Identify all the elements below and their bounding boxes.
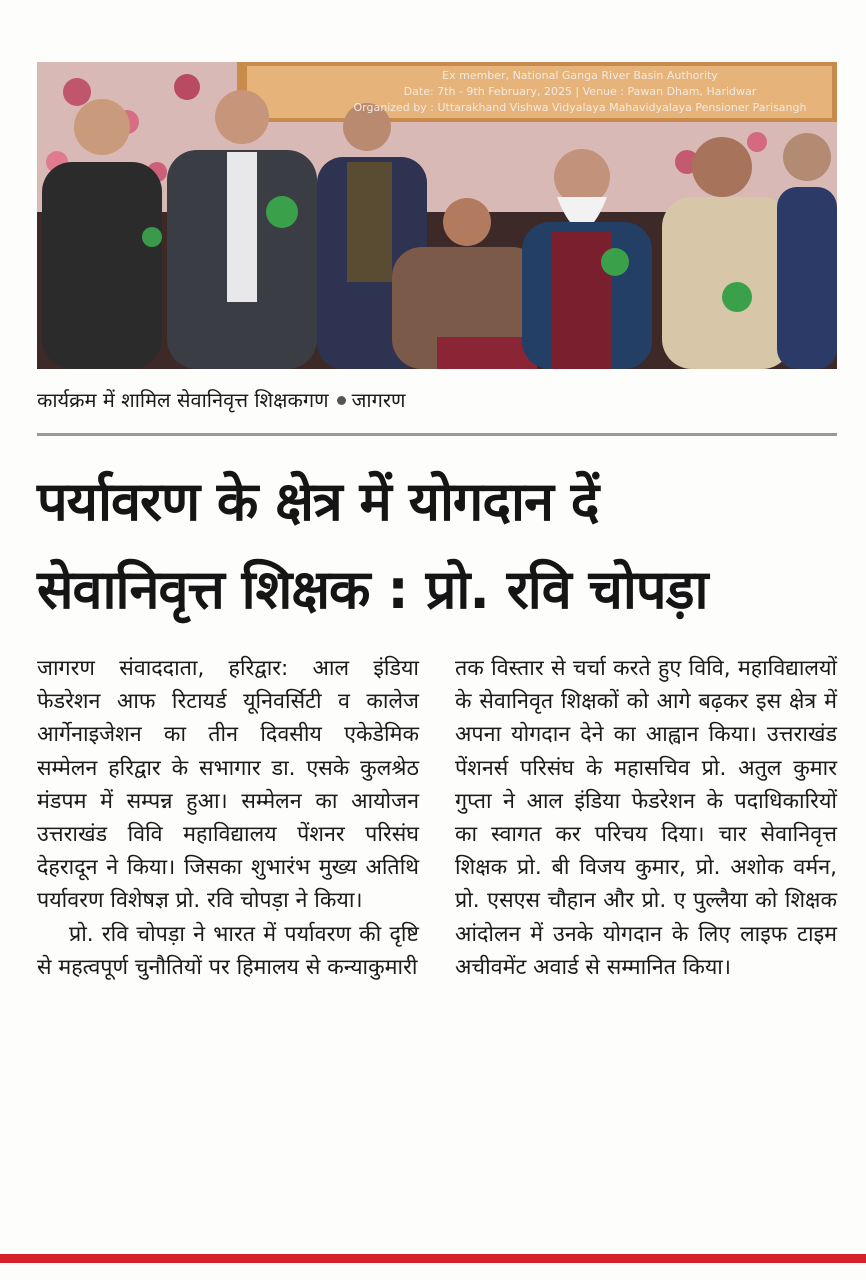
caption-credit: जागरण xyxy=(351,388,406,412)
caption-text: कार्यक्रम में शामिल सेवानिवृत्त शिक्षकगण xyxy=(37,388,329,412)
news-photo xyxy=(37,62,837,369)
banner-line-3: Organized by : Uttarakhand Vishwa Vidyalaya Mahavidyalaya Pensioner Parisangh xyxy=(353,101,807,114)
photo-caption xyxy=(37,384,837,416)
article-column-right xyxy=(455,652,837,984)
banner-line-2: Date: 7th - 9th February, 2025 | Venue : Pawan Dham, Haridwar xyxy=(403,85,757,98)
banner-line-1: Ex member, National Ganga River Basin Authority xyxy=(442,69,718,82)
article-paragraph: तक विस्तार से चर्चा करते हुए विवि, महाविद्यालयों के सेवानिवृत शिक्षकों को आगे बढ़कर इस क्षेत्र में अपना योगदान देने का आह्वान किया। उत्तराखंड पेंशनर्स परिसंघ के महासचिव प्रो. अतुल कुमार गुप्ता ने आल इंडिया फेडरेशन के पदाधिकारियों का स्वागत कर परिचय दिया। चार सेवानिवृत्त शिक्षक प्रो. बी विजय कुमार, प्रो. अशोक वर्मन, प्रो. एसएस चौहान और प्रो. ए पुल्लैया को शिक्षक आंदोलन में उनके योगदान के लिए लाइफ टाइम अचीवमेंट अवार्ड से सम्मानित किया। xyxy=(455,656,837,980)
article-column-left xyxy=(37,652,419,984)
headline-line-2: सेवानिवृत्त शिक्षक : प्रो. रवि चोपड़ा xyxy=(37,558,708,621)
headline xyxy=(37,458,837,634)
article-paragraph: जागरण संवाददाता, हरिद्वार: आल इंडिया फेडरेशन आफ रिटायर्ड यूनिवर्सिटी व कालेज आर्गेनाइजेशन का तीन दिवसीय एकेडेमिक सम्मेलन हरिद्वार के सभागार डा. एसके कुलश्रेठ मंडपम में सम्पन्न हुआ। सम्मेलन का आयोजन उत्तराखंड विवि महाविद्यालय पेंशनर परिसंघ देहरादून ने किया। जिसका शुभारंभ मुख्य अतिथि पर्यावरण विशेषज्ञ प्रो. रवि चोपड़ा ने किया। xyxy=(37,656,419,914)
headline-line-1: पर्यावरण के क्षेत्र में योगदान दें xyxy=(37,470,599,533)
article-paragraph: प्रो. रवि चोपड़ा ने भारत में पर्यावरण की दृष्टि से महत्वपूर्ण चुनौतियों पर हिमालय से कन्याकुमारी xyxy=(37,921,419,980)
bullet-dot-icon xyxy=(337,396,346,405)
banner-text xyxy=(330,68,830,116)
accent-bar xyxy=(0,1254,866,1263)
divider xyxy=(37,433,837,436)
